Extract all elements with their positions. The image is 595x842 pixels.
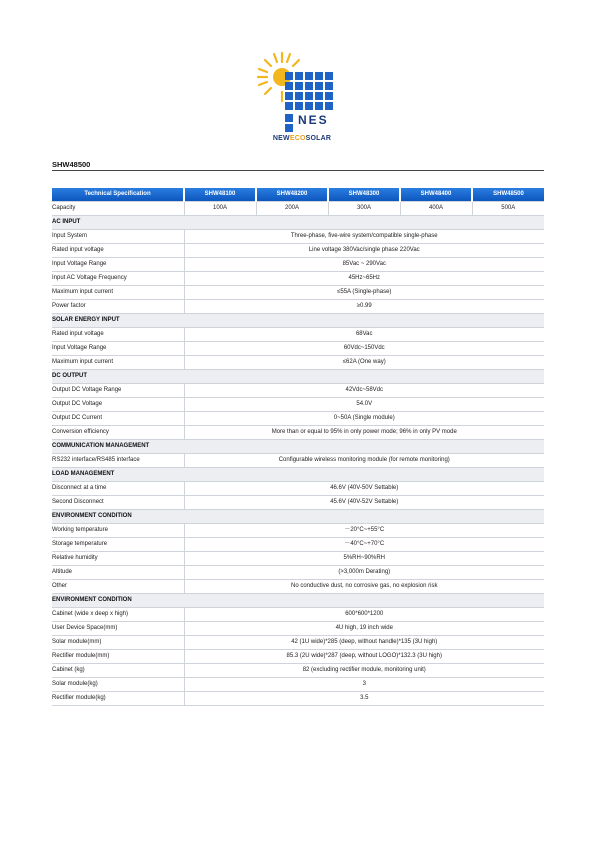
table-row <box>52 272 544 286</box>
section-title: AC INPUT <box>52 216 544 230</box>
row-label: Rated input voltage <box>52 328 184 342</box>
row-label: Working temperature <box>52 524 184 538</box>
table-header-row <box>52 188 544 202</box>
row-value: 85.3 (2U wide)*287 (deep, without LOGO)*132.3 (3U high) <box>184 650 544 664</box>
table-row <box>52 356 544 370</box>
row-label: Capacity <box>52 202 184 216</box>
table-row <box>52 230 544 244</box>
section-title: ENVIRONMENT CONDITION <box>52 594 544 608</box>
section-header-row <box>52 216 544 230</box>
section-header-row <box>52 468 544 482</box>
table-row <box>52 496 544 510</box>
table-row <box>52 384 544 398</box>
row-value: 3 <box>184 678 544 692</box>
table-row <box>52 482 544 496</box>
row-value: 45Hz~65Hz <box>184 272 544 286</box>
row-value: 85Vac ~ 290Vac <box>184 258 544 272</box>
row-label: Relative humidity <box>52 552 184 566</box>
row-value: Configurable wireless monitoring module (for remote monitoring) <box>184 454 544 468</box>
row-label: Maximum input current <box>52 286 184 300</box>
row-label: Output DC Voltage Range <box>52 384 184 398</box>
table-row <box>52 650 544 664</box>
capacity-row <box>52 202 544 216</box>
table-row <box>52 524 544 538</box>
row-value: ≥0.99 <box>184 300 544 314</box>
row-value: 0~50A (Single module) <box>184 412 544 426</box>
row-value: 100A <box>184 202 256 216</box>
row-value: ≤62A (One way) <box>184 356 544 370</box>
row-label: Rectifier module(mm) <box>52 650 184 664</box>
row-value: Line voltage 380Vac/single phase 220Vac <box>184 244 544 258</box>
row-value: 42Vdc~58Vdc <box>184 384 544 398</box>
table-row <box>52 286 544 300</box>
table-row <box>52 678 544 692</box>
row-value: 45.6V (40V-52V Settable) <box>184 496 544 510</box>
table-row <box>52 664 544 678</box>
table-row <box>52 454 544 468</box>
header-cell: Technical Specification <box>52 188 184 202</box>
table-row <box>52 538 544 552</box>
row-label: Solar module(kg) <box>52 678 184 692</box>
row-label: Rectifier module(kg) <box>52 692 184 706</box>
table-row <box>52 300 544 314</box>
row-value: 3.5 <box>184 692 544 706</box>
section-title: SOLAR ENERGY INPUT <box>52 314 544 328</box>
row-label: Storage temperature <box>52 538 184 552</box>
row-value: (>3,000m Derating) <box>184 566 544 580</box>
table-row <box>52 328 544 342</box>
table-row <box>52 412 544 426</box>
row-value: 82 (excluding rectifier module, monitoring unit) <box>184 664 544 678</box>
table-row <box>52 692 544 706</box>
section-header-row <box>52 314 544 328</box>
row-value: 5%RH~90%RH <box>184 552 544 566</box>
header-cell: SHW48200 <box>256 188 328 202</box>
header-cell: SHW48300 <box>328 188 400 202</box>
logo-letters: NES <box>298 113 329 127</box>
spec-table <box>52 188 544 706</box>
row-label: Second Disconnect <box>52 496 184 510</box>
section-header-row <box>52 440 544 454</box>
section-title: COMMUNICATION MANAGEMENT <box>52 440 544 454</box>
row-value: ≤55A (Single-phase) <box>184 286 544 300</box>
section-header-row <box>52 594 544 608</box>
row-value: 600*600*1200 <box>184 608 544 622</box>
row-label: Rated input voltage <box>52 244 184 258</box>
row-value: 4U high, 19 inch wide <box>184 622 544 636</box>
row-label: Input System <box>52 230 184 244</box>
row-label: Maximum input current <box>52 356 184 370</box>
section-header-row <box>52 510 544 524</box>
row-value: 300A <box>328 202 400 216</box>
row-value: 200A <box>256 202 328 216</box>
row-label: Input Voltage Range <box>52 258 184 272</box>
row-label: Power factor <box>52 300 184 314</box>
table-row <box>52 398 544 412</box>
section-title: LOAD MANAGEMENT <box>52 468 544 482</box>
row-label: Input Voltage Range <box>52 342 184 356</box>
row-value: 400A <box>400 202 472 216</box>
brand-name: NEWECOSOLAR <box>272 135 332 142</box>
header-cell: SHW48400 <box>400 188 472 202</box>
model-title: SHW48500 <box>52 160 91 169</box>
table-row <box>52 608 544 622</box>
table-row <box>52 566 544 580</box>
row-label: Output DC Voltage <box>52 398 184 412</box>
table-row <box>52 622 544 636</box>
row-label: Output DC Current <box>52 412 184 426</box>
row-label: Cabinet (kg) <box>52 664 184 678</box>
row-label: Altitude <box>52 566 184 580</box>
title-divider <box>52 170 544 171</box>
table-row <box>52 580 544 594</box>
section-title: ENVIRONMENT CONDITION <box>52 510 544 524</box>
row-label: Solar module(mm) <box>52 636 184 650</box>
row-label: Input AC Voltage Frequency <box>52 272 184 286</box>
row-value: 68Vac <box>184 328 544 342</box>
row-value: 42 (1U wide)*285 (deep, without handle)*135 (3U high) <box>184 636 544 650</box>
row-label: Other <box>52 580 184 594</box>
row-label: Cabinet (wide x deep x high) <box>52 608 184 622</box>
table-row <box>52 244 544 258</box>
header-cell: SHW48100 <box>184 188 256 202</box>
table-row <box>52 636 544 650</box>
row-label: Conversion efficiency <box>52 426 184 440</box>
table-row <box>52 258 544 272</box>
header-cell: SHW48500 <box>472 188 544 202</box>
row-value: 60Vdc~150Vdc <box>184 342 544 356</box>
row-value: Three-phase, five-wire system/compatible single-phase <box>184 230 544 244</box>
row-value: No conductive dust, no corrosive gas, no explosion risk <box>184 580 544 594</box>
section-header-row <box>52 370 544 384</box>
row-value: 500A <box>472 202 544 216</box>
row-label: User Device Space(mm) <box>52 622 184 636</box>
row-value: －40°C~+70°C <box>184 538 544 552</box>
row-value: －20°C~+55°C <box>184 524 544 538</box>
table-row <box>52 552 544 566</box>
row-value: 46.6V (40V-50V Settable) <box>184 482 544 496</box>
table-row <box>52 426 544 440</box>
table-row <box>52 342 544 356</box>
row-value: More than or equal to 95% in only power mode; 96% in only PV mode <box>184 426 544 440</box>
row-label: Disconnect at a time <box>52 482 184 496</box>
row-label: RS232 interface/RS485 interface <box>52 454 184 468</box>
section-title: DC OUTPUT <box>52 370 544 384</box>
row-value: 54.0V <box>184 398 544 412</box>
